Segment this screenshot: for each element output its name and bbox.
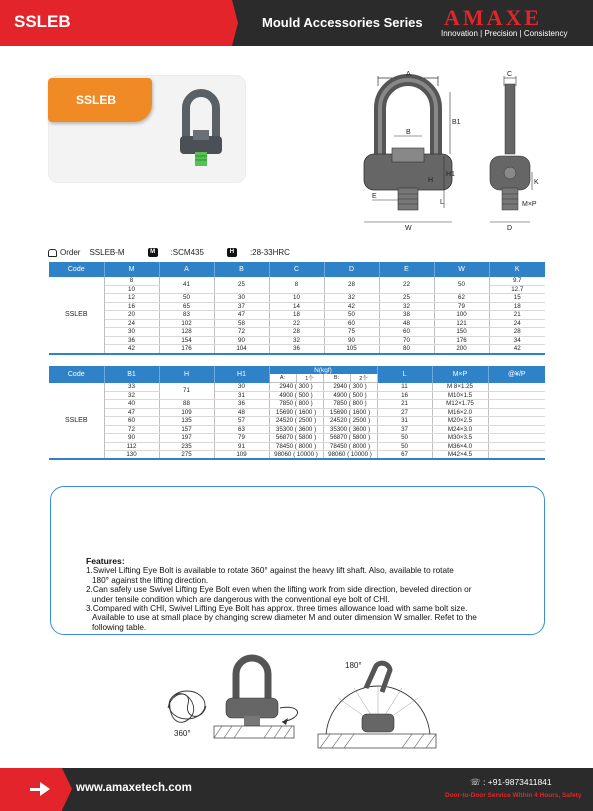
table-cell: 40 xyxy=(104,400,159,409)
table-cell: 50 xyxy=(377,434,432,443)
table-cell: 176 xyxy=(159,345,214,354)
brand-logo: AMAXE xyxy=(444,5,543,30)
hand-pointer-icon xyxy=(28,778,54,800)
table-cell: 4900 ( 500 ) xyxy=(323,391,377,400)
feature-item-line: 3.Compared with CHI, Swivel Lifting Eye Bolt has approx. three times allowance load with same bolt size. xyxy=(86,604,468,614)
table-row xyxy=(49,400,545,409)
table-cell: 18 xyxy=(269,311,324,320)
table-cell: 88 xyxy=(159,400,214,409)
dimension-table-2 xyxy=(49,366,545,460)
feature-item-line: Available to use at small place by changing screw diameter M and outer dimension W smaller. Refet to the xyxy=(92,613,477,623)
table-cell: 30 xyxy=(214,294,269,303)
table-cell xyxy=(488,425,545,434)
table-cell: 10 xyxy=(269,294,324,303)
table-cell: 37 xyxy=(214,302,269,311)
dim-label-e: E xyxy=(372,193,377,200)
table-cell: 235 xyxy=(159,442,214,451)
table-cell: 60 xyxy=(379,328,434,337)
table-cell: 33 xyxy=(104,383,159,392)
table-cell: 12 xyxy=(104,294,159,303)
table-cell: M20×2.5 xyxy=(432,417,488,426)
page-footer xyxy=(0,768,593,811)
table-1-header: B xyxy=(214,262,269,277)
table-cell: 11 xyxy=(377,383,432,392)
table-cell: 16 xyxy=(104,302,159,311)
table-cell: 79 xyxy=(214,434,269,443)
table-cell: 15690 ( 1600 ) xyxy=(269,408,323,417)
product-tag-label: SSLEB xyxy=(76,93,117,107)
table-cell: 16 xyxy=(377,391,432,400)
features-title: Features: xyxy=(86,556,125,566)
website-link[interactable]: www.amaxetech.com xyxy=(76,782,192,794)
table-cell: M10×1.5 xyxy=(432,391,488,400)
table-cell xyxy=(488,417,545,426)
table-cell: 90 xyxy=(324,336,379,345)
feature-item-line: 180° against the lifting direction. xyxy=(92,575,209,585)
table-row xyxy=(49,277,545,285)
table-2-header: N(kgf) xyxy=(269,366,377,374)
table-cell: M42×4.5 xyxy=(432,451,488,460)
table-1-header: C xyxy=(269,262,324,277)
table-1-header: W xyxy=(434,262,489,277)
table-cell: 109 xyxy=(214,451,269,460)
table-cell: 197 xyxy=(159,434,214,443)
table-2-subheader: 1个 xyxy=(296,374,323,383)
table-2-header-row xyxy=(49,366,545,374)
table-cell xyxy=(488,391,545,400)
table-cell: 47 xyxy=(214,311,269,320)
table-cell: M24×3.0 xyxy=(432,425,488,434)
table-cell: 121 xyxy=(434,319,489,328)
table-cell: 130 xyxy=(104,451,159,460)
table-cell: 30 xyxy=(104,328,159,337)
table-2-header: L xyxy=(377,366,432,383)
table-2-header: M×P xyxy=(432,366,488,383)
table-cell: 4900 ( 500 ) xyxy=(269,391,323,400)
feature-item-line: following table. xyxy=(92,622,147,632)
table-cell: 8 xyxy=(269,277,324,294)
table-cell: 9.7 xyxy=(489,277,545,285)
dim-label-c: C xyxy=(507,71,513,78)
table-cell: 20 xyxy=(104,311,159,320)
table-cell: 36 xyxy=(269,345,324,354)
table-cell: 98060 ( 10000 ) xyxy=(269,451,323,460)
side-view-drawing xyxy=(482,72,550,234)
table-cell xyxy=(488,383,545,392)
table-2-bottom-rule xyxy=(49,458,545,460)
table-cell: 21 xyxy=(377,400,432,409)
dim-label-h: H xyxy=(428,177,434,184)
table-cell: 22 xyxy=(269,319,324,328)
table-cell: 25 xyxy=(214,277,269,294)
table-cell: 14 xyxy=(269,302,324,311)
table-row xyxy=(49,311,545,320)
table-1-header: Code xyxy=(49,262,104,277)
order-label: Order xyxy=(60,248,81,257)
table-cell: 32 xyxy=(104,391,159,400)
table-cell: 275 xyxy=(159,451,214,460)
table-cell: 22 xyxy=(379,277,434,294)
table-cell: 112 xyxy=(104,442,159,451)
table-row xyxy=(49,328,545,337)
table-cell: 28 xyxy=(489,328,545,337)
table-cell: 42 xyxy=(324,302,379,311)
table-cell: 24 xyxy=(489,319,545,328)
dim-label-a: A xyxy=(406,71,411,78)
table-cell: 104 xyxy=(214,345,269,354)
dim-label-b: B xyxy=(406,129,411,136)
table-cell: 8 xyxy=(104,277,159,285)
table-cell: 90 xyxy=(214,336,269,345)
brand-tagline: Innovation | Precision | Consistency xyxy=(441,29,568,38)
dim-label-w: W xyxy=(405,225,412,232)
table-cell: 36 xyxy=(104,336,159,345)
table-cell: 24520 ( 2500 ) xyxy=(269,417,323,426)
table-cell: 128 xyxy=(159,328,214,337)
dim-label-d: D xyxy=(507,225,513,232)
table-cell: 91 xyxy=(214,442,269,451)
table-cell: 102 xyxy=(159,319,214,328)
table-cell: 50 xyxy=(159,294,214,303)
table-cell: 65 xyxy=(159,302,214,311)
table-cell: 80 xyxy=(379,345,434,354)
table-cell: 34 xyxy=(489,336,545,345)
order-line xyxy=(48,248,290,257)
table-cell: 100 xyxy=(434,311,489,320)
order-code: SSLEB-M xyxy=(89,248,125,257)
table-cell: 31 xyxy=(377,417,432,426)
table-cell: 79 xyxy=(434,302,489,311)
table-cell: 28 xyxy=(269,328,324,337)
table-cell: 27 xyxy=(377,408,432,417)
table-cell: 60 xyxy=(324,319,379,328)
rotation-180-label: 180° xyxy=(345,661,362,670)
page-header xyxy=(0,0,593,46)
table-1-header: D xyxy=(324,262,379,277)
table-cell: 57 xyxy=(214,417,269,426)
table-cell: M30×3.5 xyxy=(432,434,488,443)
code-cell: SSLEB xyxy=(49,277,104,353)
material-badge: M xyxy=(148,248,158,257)
table-row xyxy=(49,319,545,328)
table-cell: M16×2.0 xyxy=(432,408,488,417)
table-row xyxy=(49,336,545,345)
material-value: :SCM435 xyxy=(170,248,204,257)
table-cell: 50 xyxy=(324,311,379,320)
table-1-header: E xyxy=(379,262,434,277)
table-2-subheader: A: xyxy=(269,374,296,383)
table-cell: 150 xyxy=(434,328,489,337)
table-row xyxy=(49,442,545,451)
product-code: SSLEB xyxy=(14,12,71,31)
table-row xyxy=(49,425,545,434)
table-row xyxy=(49,434,545,443)
table-2-header: Code xyxy=(49,366,104,383)
table-2-header: @¥/P xyxy=(488,366,545,383)
phone-icon xyxy=(48,249,57,257)
table-cell xyxy=(488,408,545,417)
table-cell: 35300 ( 3600 ) xyxy=(323,425,377,434)
table-cell: 157 xyxy=(159,425,214,434)
footer-slogan: Door-to-Door Service Within 4 Hours, Safety xyxy=(445,792,582,799)
table-cell: 18 xyxy=(489,302,545,311)
table-row xyxy=(49,294,545,303)
table-cell: 35300 ( 3600 ) xyxy=(269,425,323,434)
dimension-table-1 xyxy=(49,262,545,354)
table-cell: 63 xyxy=(214,425,269,434)
table-cell: M12×1.75 xyxy=(432,400,488,409)
table-cell: 12.7 xyxy=(489,285,545,294)
table-cell: 154 xyxy=(159,336,214,345)
table-cell: 83 xyxy=(159,311,214,320)
table-row xyxy=(49,302,545,311)
table-cell: 62 xyxy=(434,294,489,303)
table-cell: 72 xyxy=(104,425,159,434)
table-cell: 67 xyxy=(377,451,432,460)
table-cell: 42 xyxy=(489,345,545,354)
table-cell: 78450 ( 8000 ) xyxy=(323,442,377,451)
table-cell: 200 xyxy=(434,345,489,354)
table-cell: 109 xyxy=(159,408,214,417)
feature-item-line: 2.Can safely use Swivel Lifting Eye Bolt even when the lifting work from side direction, beveled direction or xyxy=(86,585,472,595)
table-2-header: H1 xyxy=(214,366,269,383)
table-cell: 21 xyxy=(489,311,545,320)
table-2-header: H xyxy=(159,366,214,383)
dim-label-h1: H1 xyxy=(446,171,455,178)
dim-label-l: L xyxy=(440,199,444,206)
table-cell: 56870 ( 5800 ) xyxy=(323,434,377,443)
dim-label-b1: B1 xyxy=(452,119,461,126)
rotation-360-label: 360° xyxy=(174,729,191,738)
table-cell: 71 xyxy=(159,383,214,400)
table-cell: 32 xyxy=(324,294,379,303)
feature-item-line: under tensile condition which are dangerous with the conventional eye bolt of CHI. xyxy=(92,594,390,604)
table-cell: 70 xyxy=(379,336,434,345)
table-cell: 7850 ( 800 ) xyxy=(323,400,377,409)
table-cell: 42 xyxy=(104,345,159,354)
table-cell: 31 xyxy=(214,391,269,400)
table-row xyxy=(49,417,545,426)
table-cell: 2940 ( 300 ) xyxy=(269,383,323,392)
table-cell: M36×4.0 xyxy=(432,442,488,451)
eye-bolt-photo-icon xyxy=(176,88,226,170)
table-cell xyxy=(488,442,545,451)
table-cell: 135 xyxy=(159,417,214,426)
telephone-icon: ☏ xyxy=(470,777,481,787)
table-cell: 30 xyxy=(214,383,269,392)
table-1-header: K xyxy=(489,262,545,277)
table-cell: 58 xyxy=(214,319,269,328)
table-cell: 47 xyxy=(104,408,159,417)
table-cell: 48 xyxy=(379,319,434,328)
table-cell: 7850 ( 800 ) xyxy=(269,400,323,409)
table-cell: 72 xyxy=(214,328,269,337)
phone-number-text: : +91-9873411841 xyxy=(483,777,552,787)
table-row xyxy=(49,345,545,354)
table-1-header: M xyxy=(104,262,159,277)
table-cell: 37 xyxy=(377,425,432,434)
table-1-bottom-rule xyxy=(49,353,545,355)
dim-label-mxp: M×P xyxy=(522,201,537,208)
table-row xyxy=(49,391,545,400)
code-cell: SSLEB xyxy=(49,383,104,460)
table-cell: 60 xyxy=(104,417,159,426)
table-cell: 90 xyxy=(104,434,159,443)
table-cell: 50 xyxy=(434,277,489,294)
table-cell: 78450 ( 8000 ) xyxy=(269,442,323,451)
table-cell: 32 xyxy=(379,302,434,311)
front-view-drawing xyxy=(358,71,461,234)
table-cell: 24 xyxy=(104,319,159,328)
table-cell: 56870 ( 5800 ) xyxy=(269,434,323,443)
table-cell: 32 xyxy=(269,336,324,345)
table-2-subheader: 2个 xyxy=(350,374,377,383)
table-cell: 2940 ( 300 ) xyxy=(323,383,377,392)
feature-item-line: 1.Swivel Lifting Eye Bolt is available to rotate 360° against the heavy lift shaft. Also, available to rotate xyxy=(86,566,454,576)
table-cell: 25 xyxy=(379,294,434,303)
table-row xyxy=(49,383,545,392)
table-cell xyxy=(488,434,545,443)
table-1-header: A xyxy=(159,262,214,277)
table-row xyxy=(49,408,545,417)
table-cell: 75 xyxy=(324,328,379,337)
rotation-180-illustration xyxy=(318,658,436,752)
phone-number xyxy=(470,777,552,788)
table-cell: M 8×1.25 xyxy=(432,383,488,392)
table-cell: 15 xyxy=(489,294,545,303)
table-cell: 48 xyxy=(214,408,269,417)
table-cell: 36 xyxy=(214,400,269,409)
table-cell: 176 xyxy=(434,336,489,345)
table-2-header: B1 xyxy=(104,366,159,383)
table-cell: 38 xyxy=(379,311,434,320)
hardness-badge: H xyxy=(227,248,237,257)
table-cell: 105 xyxy=(324,345,379,354)
dim-label-k: K xyxy=(534,179,539,186)
table-2-subheader: B: xyxy=(323,374,350,383)
features-text xyxy=(86,557,534,632)
hardness-value: :28-33HRC xyxy=(249,248,290,257)
table-cell: 98060 ( 10000 ) xyxy=(323,451,377,460)
series-title: Mould Accessories Series xyxy=(262,15,423,30)
table-cell: 15690 ( 1600 ) xyxy=(323,408,377,417)
table-cell: 28 xyxy=(324,277,379,294)
table-cell: 50 xyxy=(377,442,432,451)
table-cell xyxy=(488,400,545,409)
table-cell: 10 xyxy=(104,285,159,294)
table-cell: 41 xyxy=(159,277,214,294)
table-cell: 24520 ( 2500 ) xyxy=(323,417,377,426)
